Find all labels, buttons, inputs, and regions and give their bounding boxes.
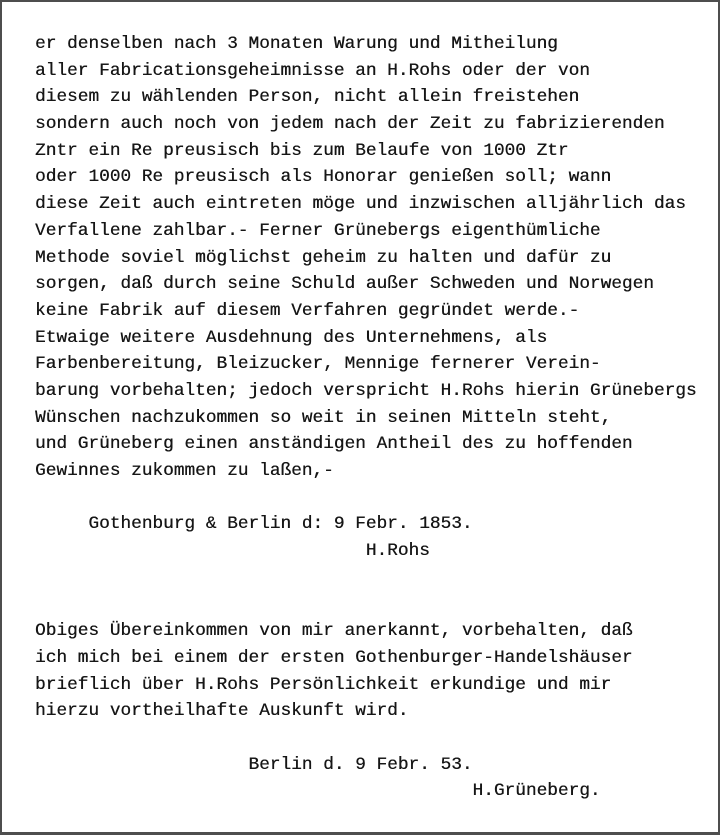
blank-line (35, 565, 714, 592)
text-line: diesem zu wählenden Person, nicht allein freistehen (35, 87, 580, 108)
text-line: sondern auch noch von jedem nach der Zeit zu fabrizierenden (35, 114, 665, 135)
text-line: Verfallene zahlbar.- Ferner Grünebergs eigenthümliche (35, 220, 601, 241)
text-line: Obiges Übereinkommen von mir anerkannt, vorbehalten, daß (35, 621, 633, 642)
blank-line (35, 591, 714, 618)
text-line: Zntr ein Re preusisch bis zum Belaufe von 1000 Ztr (35, 140, 569, 161)
text-line: Gewinnes zukommen zu laßen,- (35, 461, 334, 481)
text-line: hierzu vortheilhafte Auskunft wird. (35, 701, 409, 722)
text-line: Etwaige weitere Ausdehnung des Unternehmens, als (35, 327, 548, 348)
dateline-gothenburg-berlin: Gothenburg & Berlin d: 9 Febr. 1853. (35, 514, 473, 535)
blank-line (35, 485, 714, 512)
signature-h-rohs: H.Rohs (35, 541, 430, 562)
text-line: und Grüneberg einen anständigen Antheil des zu hoffenden (35, 434, 633, 455)
text-line: ich mich bei einem der ersten Gothenburger-Handelshäuser (35, 647, 633, 668)
text-line: aller Fabricationsgeheimnisse an H.Rohs oder der von (35, 60, 590, 81)
text-line: er denselben nach 3 Monaten Warung und Mitheilung (35, 34, 558, 54)
typewritten-text (35, 31, 714, 805)
signature-h-grueneberg: H.Grüneberg. (35, 781, 601, 802)
text-line: Methode soviel möglichst geheim zu halten und dafür zu (35, 247, 612, 268)
text-line: brieflich über H.Rohs Persönlichkeit erkundige und mir (35, 674, 612, 695)
text-line: Farbenbereitung, Bleizucker, Mennige fernerer Verein- (35, 354, 601, 375)
text-line: sorgen, daß durch seine Schuld außer Schweden und Norwegen (35, 274, 654, 295)
text-line: oder 1000 Re preusisch als Honorar genießen soll; wann (35, 167, 612, 188)
text-line: barung vorbehalten; jedoch verspricht H.Rohs hierin Grünebergs (35, 380, 697, 401)
text-line: diese Zeit auch eintreten möge und inzwischen alljährlich das (35, 194, 686, 215)
text-line: Wünschen nachzukommen so weit in seinen Mitteln steht, (35, 407, 612, 428)
text-line: keine Fabrik auf diesem Verfahren gegründet werde.- (35, 300, 580, 321)
blank-line (35, 725, 714, 752)
dateline-berlin: Berlin d. 9 Febr. 53. (35, 754, 473, 775)
